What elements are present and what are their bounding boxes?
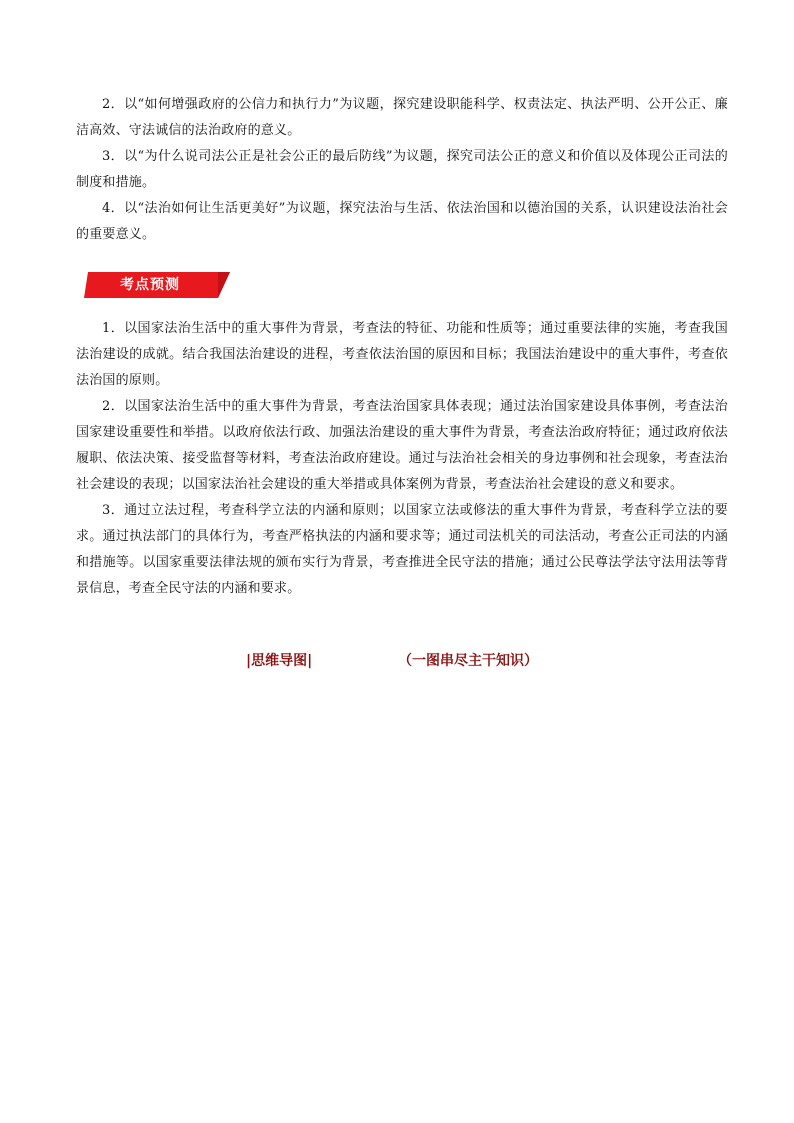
forecast-item-2: 2．以国家法治生活中的重大事件为背景，考查法治国家具体表现；通过法治国家建设具体事例，考查法治国家建设重要性和举措。以政府依法行政、加强法治建设的重大事件为背景，考查法治政府特征；通过政府依法履职、依法决策、接受监督等材料，考查法治政府建设。通过与法治社会相关的身边事例和社会现象，考查法治社会建设的表现；以国家法治社会建设的重大举措或具体案例为背景，考查法治社会建设的意义和要求。 xyxy=(76,399,728,492)
forecast-item-1: 1．以国家法治生活中的重大事件为背景，考查法的特征、功能和性质等；通过重要法律的实施，考查我国法治建设的成就。结合我国法治建设的进程，考查依法治国的原因和目标；我国法治建设中的重大事件，考查依法治国的原则。 xyxy=(76,321,728,388)
forecast-item-3: 3．通过立法过程，考查科学立法的内涵和原则；以国家立法或修法的重大事件为背景，考查科学立法的要求。通过执法部门的具体行为，考查严格执法的内涵和要求等；通过司法机关的司法活动，考查公正司法的内涵和措施等。以国家重要法律法规的颁布实行为背景，考查推进全民守法的措施；通过公民尊法学法守法用法等背景信息，考查全民守法的内涵和要求。 xyxy=(76,503,728,596)
exam-forecast-badge xyxy=(84,272,230,298)
mind-map-heading xyxy=(0,650,794,674)
topic-item-2: 2．以“如何增强政府的公信力和执行力”为议题，探究建设职能科学、权责法定、执法严明、公开公正、廉洁高效、守法诚信的法治政府的意义。 xyxy=(76,97,728,138)
topic-item-4: 4．以“法治如何让生活更美好”为议题，探究法治与生活、依法治国和以德治国的关系，认识建设法治社会的重要意义。 xyxy=(76,201,728,242)
mind-map-title: |思维导图| xyxy=(246,653,313,669)
topic-list-section xyxy=(76,92,728,248)
badge-label: 考点预测 xyxy=(120,277,180,293)
mind-map-subtitle: （一图串尽主干知识） xyxy=(398,653,538,669)
exam-forecast-section xyxy=(76,316,728,602)
topic-item-3: 3．以“为什么说司法公正是社会公正的最后防线”为议题，探究司法公正的意义和价值以及体现公正司法的制度和措施。 xyxy=(76,149,728,190)
